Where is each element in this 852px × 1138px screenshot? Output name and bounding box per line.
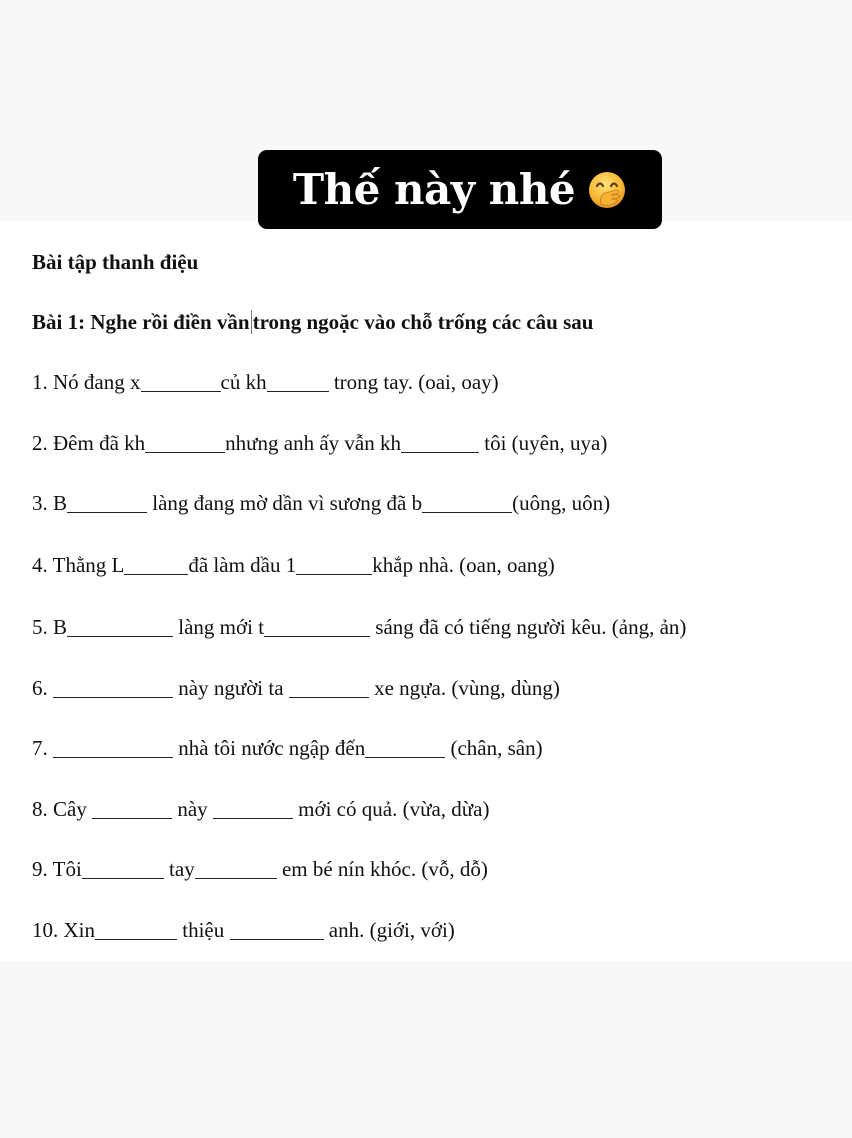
item-text-segment: trong tay. (oai, oay) xyxy=(328,370,499,394)
face-with-hand-over-mouth-icon xyxy=(587,170,627,210)
exercise-item xyxy=(32,369,499,395)
exercise-item xyxy=(32,917,455,943)
banner-title: Thế này nhé xyxy=(292,164,576,214)
item-text-segment: 3. B xyxy=(32,491,68,515)
fill-in-blank[interactable] xyxy=(67,494,147,513)
item-text-segment: làng mới t xyxy=(173,615,265,639)
fill-in-blank[interactable] xyxy=(401,434,479,453)
fill-in-blank[interactable] xyxy=(67,618,173,637)
item-text-segment: này người ta xyxy=(173,676,289,700)
fill-in-blank[interactable] xyxy=(195,860,277,879)
item-text-segment: làng đang mờ dần vì sương đã b xyxy=(147,491,423,515)
fill-in-blank[interactable] xyxy=(267,373,329,392)
fill-in-blank[interactable] xyxy=(53,679,173,698)
item-text-segment: này xyxy=(172,797,213,821)
exercise-item xyxy=(32,735,543,761)
item-text-segment: củ kh xyxy=(220,370,267,394)
item-text-segment: anh. (giới, với) xyxy=(323,918,455,942)
item-text-segment: thiệu xyxy=(177,918,230,942)
fill-in-blank[interactable] xyxy=(264,618,370,637)
item-text-segment: tay xyxy=(163,857,195,881)
item-text-segment: 1. Nó đang x xyxy=(32,370,141,394)
item-text-segment: 10. Xin xyxy=(32,918,95,942)
item-text-segment: 5. B xyxy=(32,615,68,639)
item-text-segment: (uông, uôn) xyxy=(512,491,611,515)
item-text-segment: khắp nhà. (oan, oang) xyxy=(372,553,555,577)
item-text-segment: đã làm dầu 1 xyxy=(188,553,297,577)
exercise-item xyxy=(32,552,555,578)
item-text-segment: 4. Thằng L xyxy=(32,553,125,577)
fill-in-blank[interactable] xyxy=(365,739,445,758)
item-text-segment: tôi (uyên, uya) xyxy=(479,431,608,455)
exercise-title-part1: Bài 1: Nghe rồi điền vần xyxy=(32,310,250,334)
fill-in-blank[interactable] xyxy=(289,679,369,698)
exercise-title-part2: trong ngoặc vào chỗ trống các câu sau xyxy=(252,310,594,334)
item-text-segment: em bé nín khóc. (vỗ, dỗ) xyxy=(276,857,488,881)
exercise-item xyxy=(32,675,560,701)
heading-text: Bài tập thanh điệu xyxy=(32,250,199,274)
worksheet-heading xyxy=(32,249,198,275)
item-text-segment: (chân, sân) xyxy=(445,736,543,760)
caption-banner xyxy=(258,150,662,229)
fill-in-blank[interactable] xyxy=(145,434,225,453)
fill-in-blank[interactable] xyxy=(92,800,172,819)
exercise-item xyxy=(32,614,686,640)
item-text-segment: nhà tôi nước ngập đến xyxy=(173,736,366,760)
exercise-item xyxy=(32,490,610,516)
item-text-segment: sáng đã có tiếng người kêu. (ảng, ản) xyxy=(370,615,687,639)
exercise-item xyxy=(32,856,488,882)
exercise-title xyxy=(32,309,593,335)
item-text-segment: 9. Tôi xyxy=(32,857,82,881)
fill-in-blank[interactable] xyxy=(82,860,164,879)
fill-in-blank[interactable] xyxy=(95,921,177,940)
fill-in-blank[interactable] xyxy=(213,800,293,819)
fill-in-blank[interactable] xyxy=(230,921,324,940)
fill-in-blank[interactable] xyxy=(141,373,221,392)
text-cursor xyxy=(251,310,252,334)
item-text-segment: 7. xyxy=(32,736,53,760)
item-text-segment: 8. Cây xyxy=(32,797,93,821)
fill-in-blank[interactable] xyxy=(422,494,512,513)
item-text-segment: 6. xyxy=(32,676,53,700)
item-text-segment: nhưng anh ấy vẫn kh xyxy=(225,431,402,455)
fill-in-blank[interactable] xyxy=(124,556,188,575)
fill-in-blank[interactable] xyxy=(53,739,173,758)
exercise-item xyxy=(32,430,607,456)
item-text-segment: mới có quả. (vừa, dừa) xyxy=(292,797,490,821)
item-text-segment: xe ngựa. (vùng, dùng) xyxy=(368,676,560,700)
exercise-item xyxy=(32,796,489,822)
item-text-segment: 2. Đêm đã kh xyxy=(32,431,146,455)
fill-in-blank[interactable] xyxy=(296,556,372,575)
